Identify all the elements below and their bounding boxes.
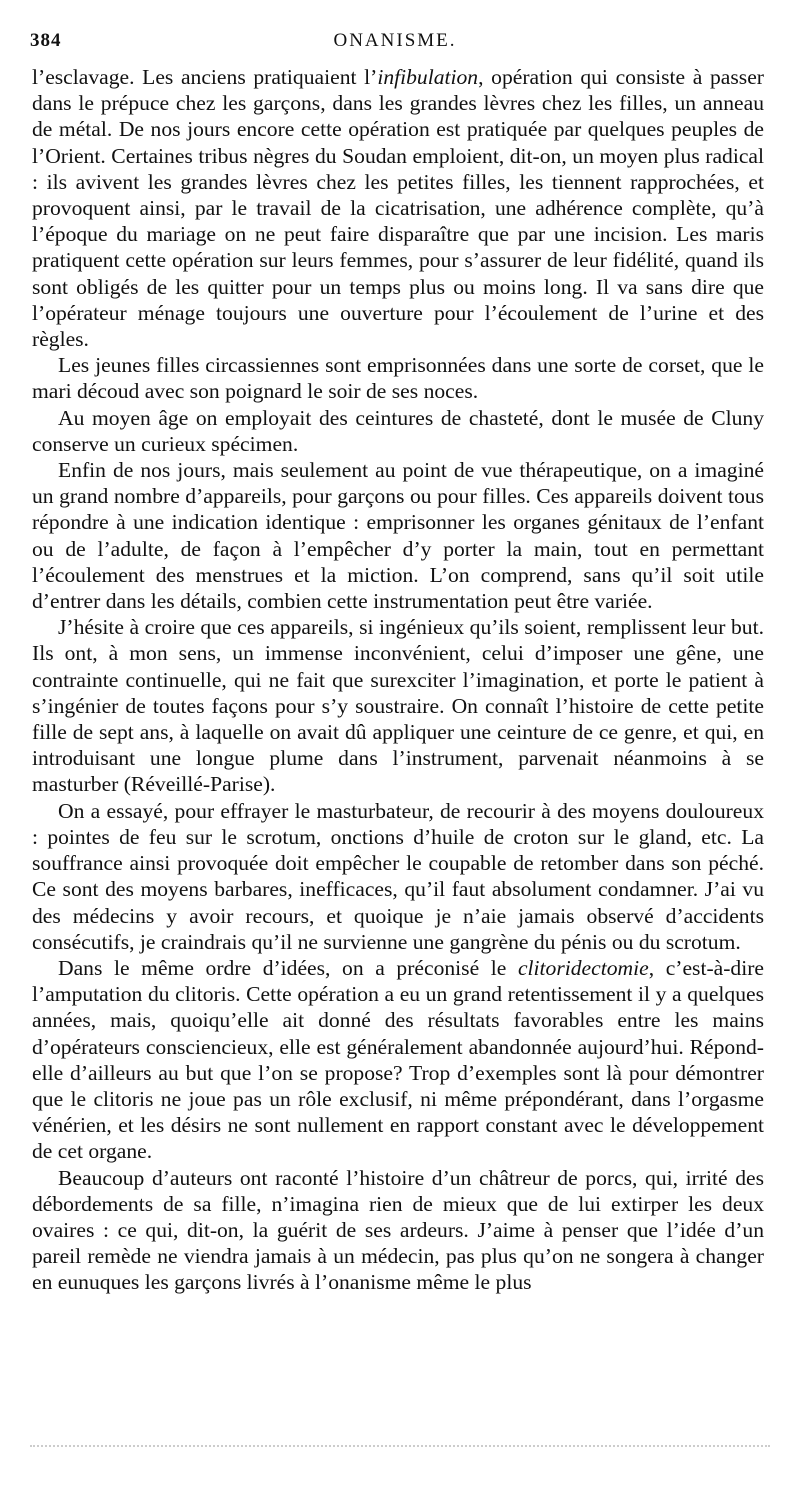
italic-term: clitoridectomie [517,955,649,980]
paragraph [32,1165,764,1296]
page-number: 384 [30,30,62,51]
paragraph [32,457,764,614]
paragraph-text: l’esclavage. Les anciens pratiquaient l’ [32,65,378,89]
body-text [32,64,764,1296]
paragraph [32,352,764,404]
paragraph-text: Enfin de nos jours, mais seulement au point de vue thérapeutique, on a imaginé un grand nombre d’appareils, pour garçons ou pour filles. Ces appareils doivent tous répondre à une indication identique : emprisonner les organes génitaux de l’enfant ou de l’adulte, de façon à l’empêcher d’y porter la main, tout en permettant l’écoulement des menstrues et la miction. L’on comprend, sans qu’il soit utile d’entrer dans les détails, combien cette instrumentation peut être variée. [32,458,764,614]
paragraph [32,798,764,955]
paragraph-text: Les jeunes filles circassiennes sont emprisonnées dans une sorte de corset, que le mari découd avec son poignard le soir de ses noces. [32,353,764,404]
italic-term: infibulation [377,65,479,89]
paragraph-text: Au moyen âge on employait des ceintures de chasteté, dont le musée de Cluny conserve un curieux spécimen. [32,405,764,456]
paragraph-text: , opération qui consiste à passer dans le prépuce chez les garçons, dans les grandes lèvres chez les filles, un anneau de métal. De nos jours encore cette opération est pratiquée par quelques peuples de l’Orient. Certaines tribus nègres du Soudan emploient, dit-on, un moyen plus radical : ils avivent les grandes lèvres chez les petites filles, les tiennent rapprochées, et provoquent ainsi, par le travail de la cicatrisation, une adhérence complète, qu’à l’époque du mariage on ne peut faire disparaître que par une incision. Les maris pratiquent cette opération sur leurs femmes, pour s’assurer de leur fidélité, quand ils sont obligés de les quitter pour un temps plus ou moins long. Il va sans dire que l’opérateur ménage toujours une ouverture pour l’écoulement de l’urine et des règles. [32,65,764,352]
paragraph [32,614,764,797]
paragraph-text: , c’est-à-dire l’amputation du clitoris. Cette opération a eu un grand retentissement il y a quelques années, mais, quoiqu’elle ait donné des résultats favorables entre les mains d’opérateurs consciencieux, elle est généralement abandonnée aujourd’hui. Répond-elle d’ailleurs au but que l’on se propose? Trop d’exemples sont là pour démontrer que le clitoris ne joue pas un rôle exclusif, ni même prépondérant, dans l’orgasme vénérien, et les désirs ne sont nullement en rapport constant avec le développement de cet organe. [32,955,764,1164]
paragraph-text: Beaucoup d’auteurs ont raconté l’histoire d’un châtreur de porcs, qui, irrité des débordements de sa fille, n’imagina rien de mieux que de lui extirper les deux ovaires : ce qui, dit-on, la guérit de ses ardeurs. J’aime à penser que l’idée d’un pareil remède ne viendra jamais à un médecin, pas plus qu’on ne songera à changer en eunuques les garçons livrés à l’onanisme même le plus [32,1165,764,1295]
paragraph-text: On a essayé, pour effrayer le masturbateur, de recourir à des moyens douloureux : pointes de feu sur le scrotum, onctions d’huile de croton sur le gland, etc. La souffrance ainsi provoquée doit empêcher le coupable de retomber dans son péché. Ce sont des moyens barbares, inefficaces, qu’il faut absolument condamner. J’ai vu des médecins y avoir recours, et quoique je n’aie jamais observé d’accidents consécutifs, je craindrais qu’il ne survienne une gangrène du pénis ou du scrotum. [32,798,764,954]
page-header [30,30,760,64]
paragraph-text: J’hésite à croire que ces appareils, si ingénieux qu’ils soient, remplissent leur but. Ils ont, à mon sens, un immense inconvénient, celui d’imposer une gêne, une contrainte continuelle, qui ne fait que surexciter l’imagination, et porte le patient à s’ingénier de toutes façons pour s’y soustraire. On connaît l’histoire de cette petite fille de sept ans, à laquelle on avait dû appliquer une ceinture de ce genre, et qui, en introduisant une longue plume dans l’instrument, parvenait néanmoins à se masturber (Réveillé-Parise). [32,615,764,797]
paragraph-text: Dans le même ordre d’idées, on a préconisé le [58,955,518,980]
page-bottom-divider [30,1445,770,1449]
paragraph [32,405,764,457]
paragraph [32,64,764,352]
paragraph [32,955,764,1165]
running-title: ONANISME. [333,30,457,51]
